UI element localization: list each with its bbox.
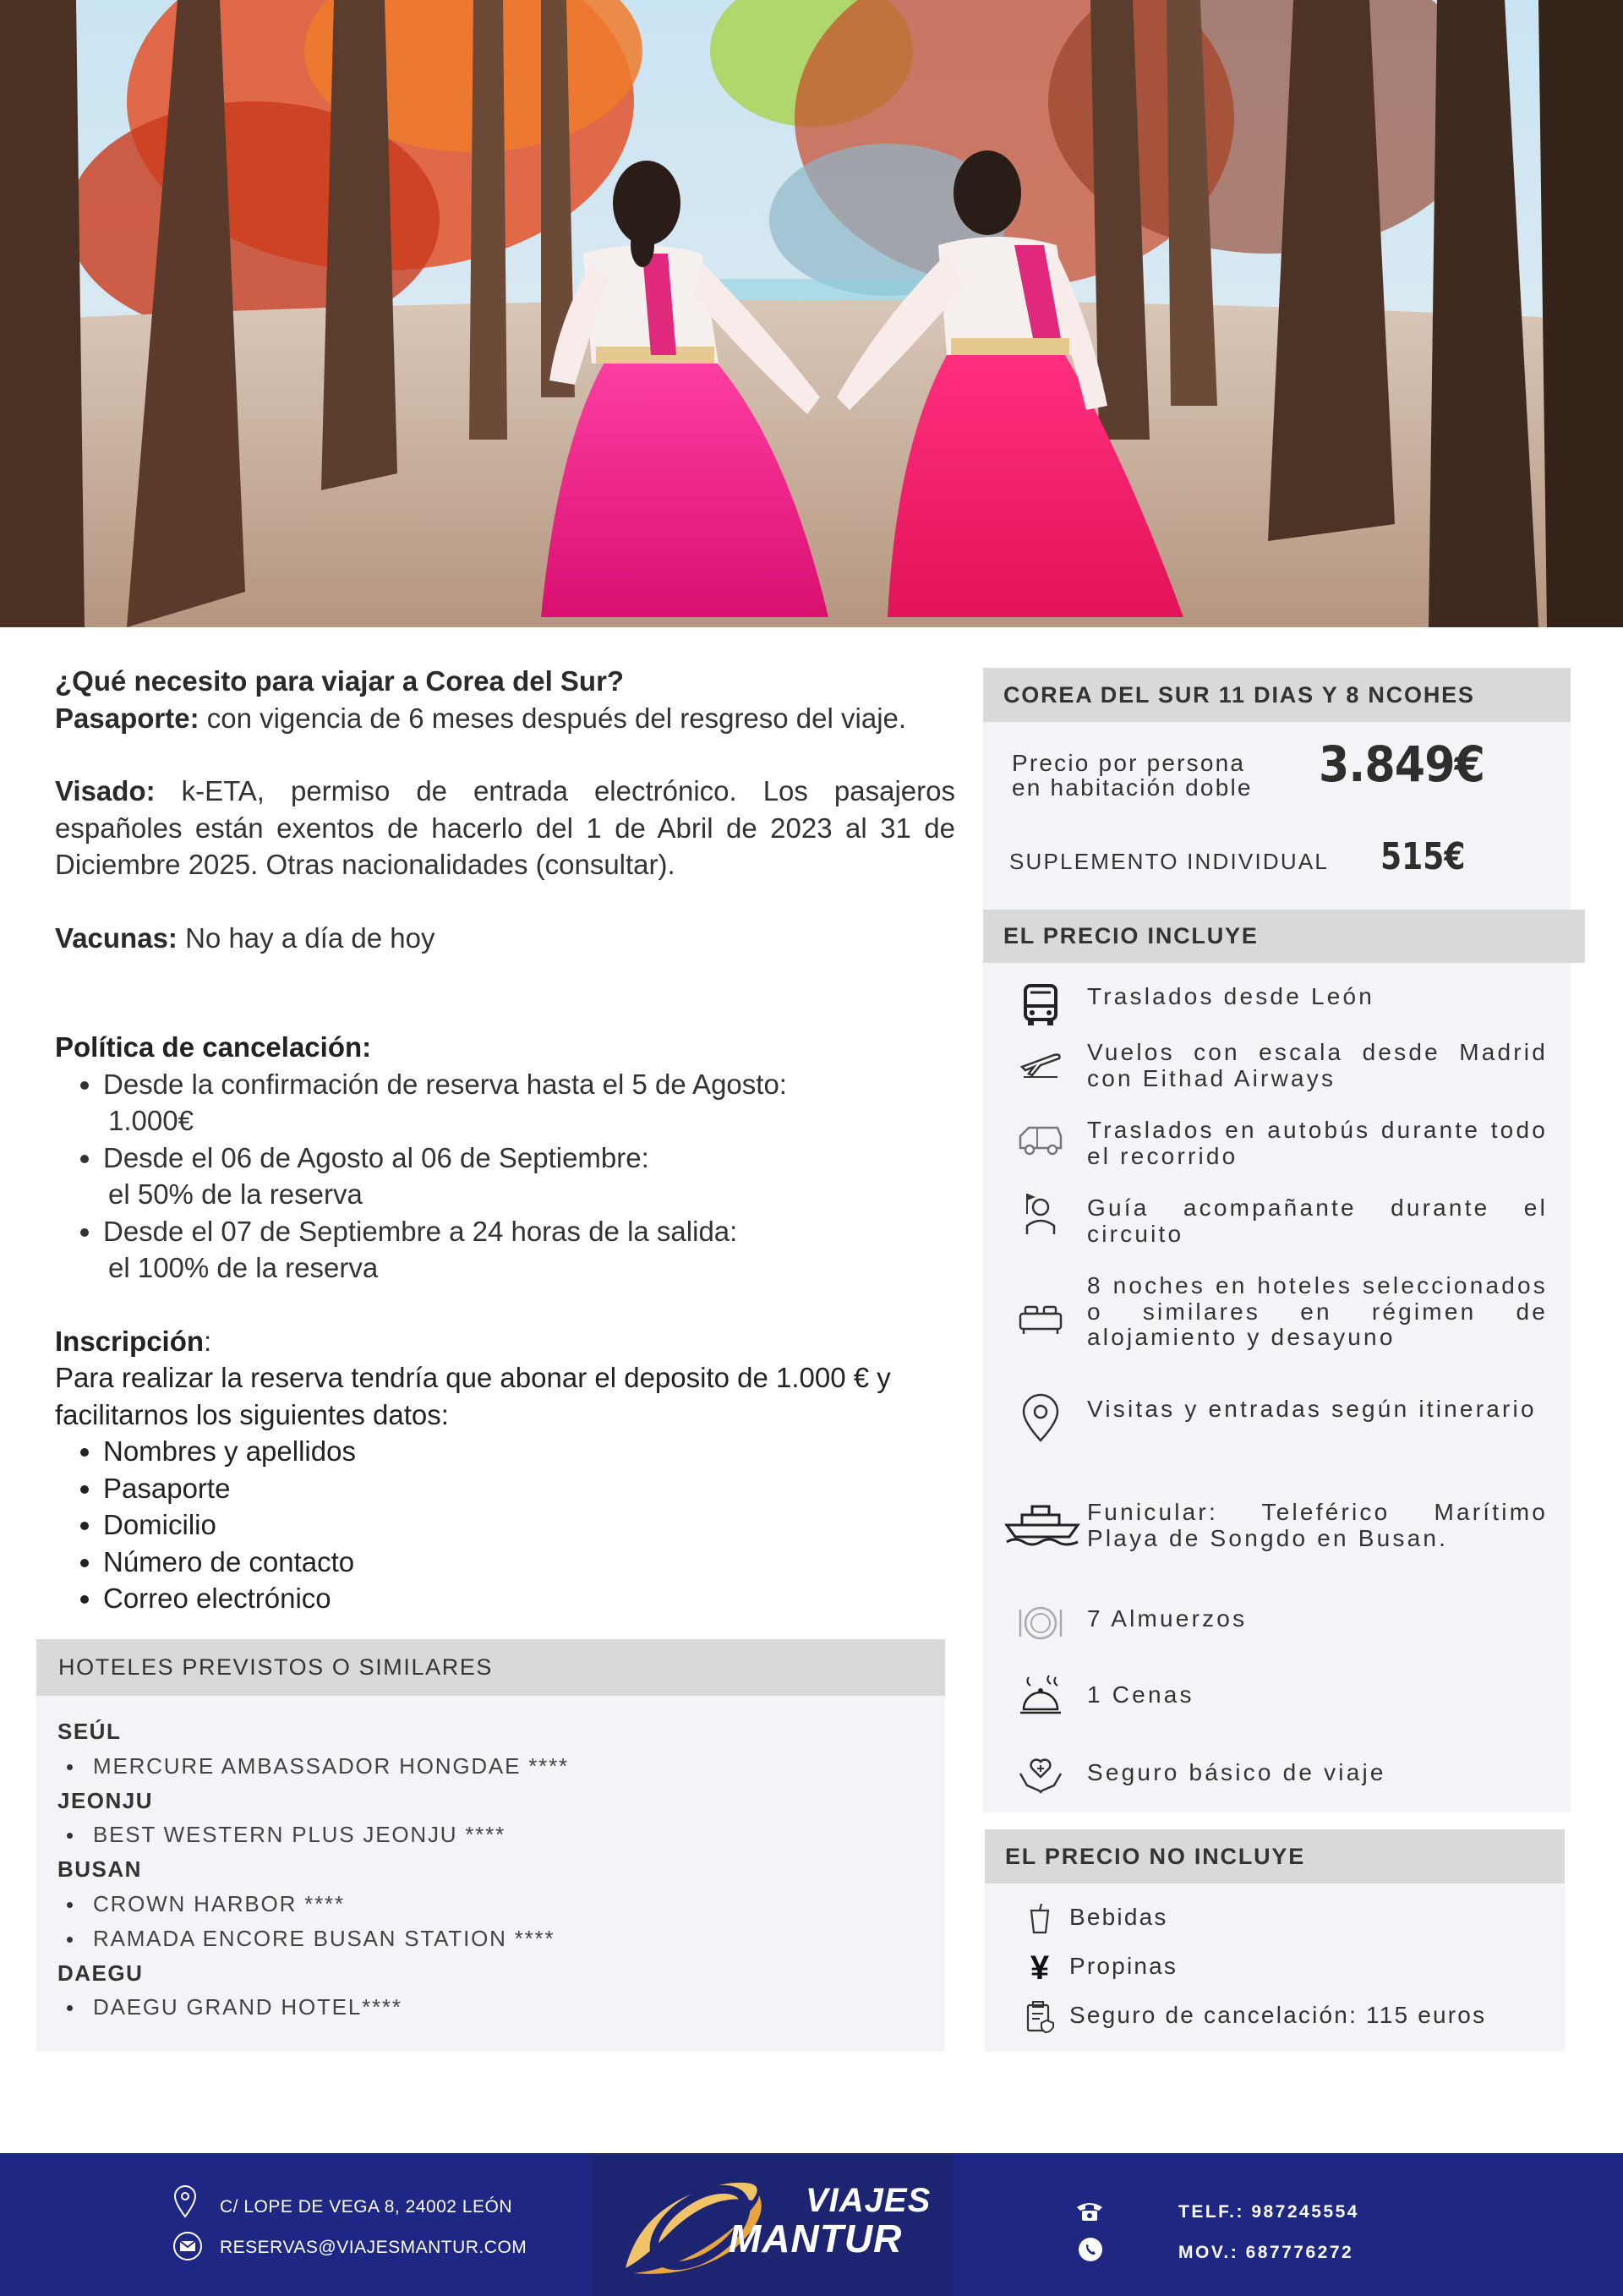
plane-icon xyxy=(1015,1036,1066,1087)
drink-cup-icon xyxy=(1023,1902,1057,1936)
supplement-label: SUPLEMENTO INDIVIDUAL xyxy=(1009,849,1330,874)
city-name: SEÚL xyxy=(57,1719,122,1744)
vaccines-info xyxy=(55,920,955,957)
signup-heading: Inscripción: xyxy=(55,1325,212,1357)
list-item: • Correo electrónico xyxy=(103,1580,955,1617)
list-item: • Nombres y apellidos xyxy=(103,1433,955,1470)
email-icon xyxy=(172,2231,203,2261)
passport-text: con vigencia de 6 meses después del resgreso del viaje. xyxy=(199,702,907,734)
list-item: Guía acompañante durante el circuito xyxy=(983,1189,1571,1248)
dinner-cloche-icon xyxy=(1015,1670,1066,1721)
hotel-item: RAMADA ENCORE BUSAN STATION **** xyxy=(57,1922,945,1956)
city-name: DAEGU xyxy=(57,1960,144,1986)
vaccines-text: No hay a día de hoy xyxy=(177,921,435,954)
list-item: 8 noches en hoteles seleccionados o similares en régimen de alojamiento y desayuno xyxy=(983,1265,1571,1375)
van-icon xyxy=(1015,1114,1066,1165)
location-pin-icon xyxy=(1015,1393,1066,1444)
cancellation-list xyxy=(55,1066,955,1287)
supplement-value: 515€ xyxy=(1380,835,1466,878)
vaccines-label: Vacunas: xyxy=(55,921,178,954)
phone-icon xyxy=(1075,2200,1104,2222)
guide-icon xyxy=(1015,1189,1066,1239)
passport-info xyxy=(55,700,955,737)
logo-text: MANTUR xyxy=(729,2217,903,2260)
not-includes-title: EL PRECIO NO INCLUYE xyxy=(985,1829,1565,1883)
visa-text: k-ETA, permiso de entrada electrónico. Los pasajeros españoles están exentos de hacerlo del 1 de Abril de 2023 al 31 de Diciembre 2025. Otras nacionalidades (consultar). xyxy=(55,775,955,880)
list-item: 7 Almuerzos xyxy=(983,1596,1571,1647)
includes-panel xyxy=(983,910,1571,1812)
ship-icon xyxy=(1003,1498,1081,1549)
passport-label: Pasaporte: xyxy=(55,702,199,734)
logo xyxy=(592,2153,953,2296)
city-name: JEONJU xyxy=(57,1787,154,1813)
cancellation-title: Política de cancelación: xyxy=(55,1031,372,1063)
yen-icon: ¥ xyxy=(1030,1949,1050,1987)
signup-text: Para realizar la reserva tendría que abonar el deposito de 1.000 € y facilitarnos los siguientes datos: xyxy=(55,1362,891,1430)
location-pin-icon xyxy=(172,2184,198,2218)
price-panel xyxy=(983,668,1571,910)
list-item: 1 Cenas xyxy=(983,1670,1571,1730)
price-value: 3.849€ xyxy=(1319,735,1485,793)
list-item: Visitas y entradas según itinerario xyxy=(983,1390,1571,1457)
email-link[interactable]: RESERVAS@VIAJESMANTUR.COM xyxy=(220,2238,527,2257)
list-item: • Desde el 06 de Agosto al 06 de Septiembre: el 50% de la reserva xyxy=(103,1140,955,1213)
plate-icon xyxy=(1015,1598,1066,1648)
list-item: Traslados en autobús durante todo el recorrido xyxy=(983,1111,1571,1170)
city-name: BUSAN xyxy=(57,1856,142,1883)
trip-title: COREA DEL SUR 11 DIAS Y 8 NCOHES xyxy=(983,668,1571,722)
hotel-item: CROWN HARBOR **** xyxy=(57,1887,945,1922)
list-item: • Domicilio xyxy=(103,1506,955,1544)
address: C/ LOPE DE VEGA 8, 24002 LEÓN xyxy=(220,2197,512,2217)
list-item: Seguro básico de viaje xyxy=(983,1747,1571,1806)
cancel-insurance-icon xyxy=(1023,2000,1057,2034)
price-label: Precio por persona en habitación doble xyxy=(1012,750,1253,801)
list-item: • Desde el 07 de Septiembre a 24 horas de la salida: el 100% de la reserva xyxy=(103,1213,955,1287)
requirements-section xyxy=(55,663,955,1617)
signup-title: Inscripción xyxy=(55,1325,205,1357)
phone-number[interactable]: TELF.: 987245554 xyxy=(1178,2202,1359,2222)
hotel-item: DAEGU GRAND HOTEL**** xyxy=(57,1990,945,2025)
visa-label: Visado: xyxy=(55,775,156,806)
hotels-panel xyxy=(36,1639,945,2052)
list-item: Vuelos con escala desde Madrid con Eithad Airways xyxy=(983,1033,1571,1092)
list-item: Funicular: Teleférico Marítimo Playa de Songdo en Busan. xyxy=(983,1493,1571,1561)
signup-list xyxy=(55,1433,955,1617)
includes-title: EL PRECIO INCLUYE xyxy=(983,910,1585,963)
bed-icon xyxy=(1015,1293,1066,1344)
whatsapp-icon xyxy=(1077,2236,1104,2263)
hero-photo xyxy=(0,0,1623,627)
logo-text: VIAJES xyxy=(806,2182,932,2219)
list-item: • Número de contacto xyxy=(103,1544,955,1581)
list-item: Traslados desde León xyxy=(983,977,1571,1028)
insurance-hands-icon xyxy=(1015,1748,1066,1799)
hotels-title: HOTELES PREVISTOS O SIMILARES xyxy=(36,1639,945,1696)
bus-icon xyxy=(1015,979,1066,1030)
list-item: • Desde la confirmación de reserva hasta el 5 de Agosto: 1.000€ xyxy=(103,1066,955,1140)
visa-info xyxy=(55,773,955,883)
mobile-number[interactable]: MOV.: 687776272 xyxy=(1178,2243,1354,2262)
not-includes-panel: EL PRECIO NO INCLUYE Bebidas ¥ Propinas Seguro de cancelación: 115 euros xyxy=(985,1829,1565,2052)
requirements-title: ¿Qué necesito para viajar a Corea del Sur? xyxy=(55,665,625,697)
hotel-item: BEST WESTERN PLUS JEONJU **** xyxy=(57,1818,945,1852)
footer xyxy=(0,2153,1623,2296)
hotel-item: MERCURE AMBASSADOR HONGDAE **** xyxy=(57,1749,945,1784)
list-item: • Pasaporte xyxy=(103,1470,955,1507)
